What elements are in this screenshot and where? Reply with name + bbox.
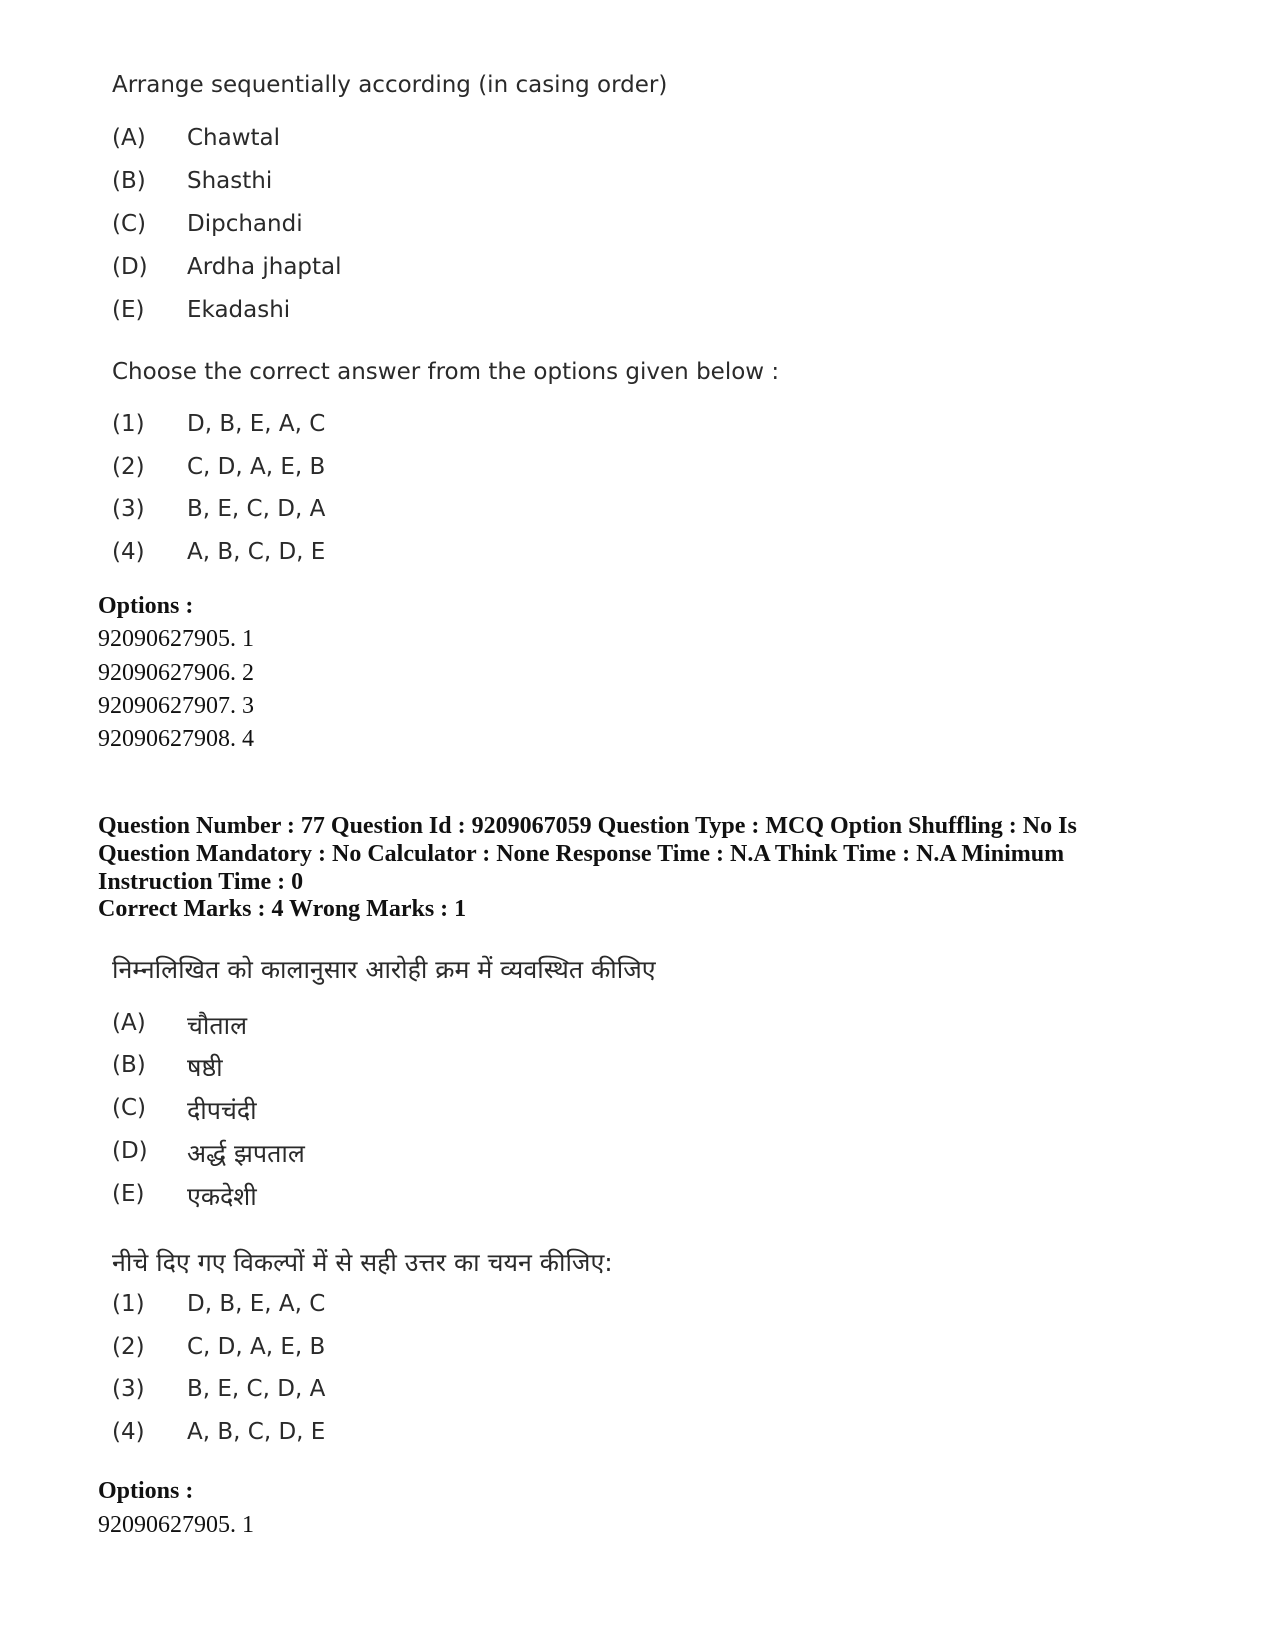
option-line: 92090627906. 2 (98, 660, 254, 686)
answer-label: (4) (112, 539, 145, 565)
item-label: (D) (112, 254, 148, 280)
answer-label: (3) (112, 1376, 145, 1402)
options-heading: Options : (98, 1478, 194, 1504)
item-label: (E) (112, 1181, 145, 1207)
item-text: दीपचंदी (187, 1096, 257, 1125)
question-prompt-hi: निम्नलिखित को कालानुसार आरोही क्रम में व्यवस्थित कीजिए (112, 955, 656, 984)
answer-text: D, B, E, A, C (187, 1291, 326, 1317)
answer-label: (4) (112, 1419, 145, 1445)
item-text: Ekadashi (187, 297, 291, 323)
item-text: एकदेशी (187, 1182, 257, 1211)
item-label: (A) (112, 125, 146, 151)
item-text: Shasthi (187, 168, 273, 194)
answer-text: A, B, C, D, E (187, 1419, 326, 1445)
item-label: (D) (112, 1138, 148, 1164)
answer-label: (3) (112, 496, 145, 522)
question-metadata (98, 812, 1178, 896)
option-line: 92090627905. 1 (98, 626, 254, 652)
options-heading: Options : (98, 593, 194, 619)
item-text: षष्ठी (187, 1053, 223, 1082)
answer-label: (1) (112, 1291, 145, 1317)
item-label: (B) (112, 1052, 146, 1078)
option-line: 92090627907. 3 (98, 693, 254, 719)
item-label: (E) (112, 297, 145, 323)
choose-instruction-hi: नीचे दिए गए विकल्पों में से सही उत्तर का चयन कीजिए: (112, 1248, 613, 1277)
answer-label: (2) (112, 1334, 145, 1360)
answer-text: A, B, C, D, E (187, 539, 326, 565)
metadata-line: Question Number : 77 Question Id : 9209067059 Question Type : MCQ Option Shuffling : No Is (98, 813, 1077, 839)
answer-text: C, D, A, E, B (187, 1334, 326, 1360)
option-line: 92090627908. 4 (98, 726, 254, 752)
item-label: (C) (112, 1095, 147, 1121)
item-label: (C) (112, 211, 147, 237)
answer-text: B, E, C, D, A (187, 1376, 326, 1402)
item-label: (B) (112, 168, 146, 194)
item-text: Dipchandi (187, 211, 303, 237)
item-text: Chawtal (187, 125, 281, 151)
answer-label: (2) (112, 454, 145, 480)
answer-label: (1) (112, 411, 145, 437)
metadata-line: Question Mandatory : No Calculator : None Response Time : N.A Think Time : N.A Minimum (98, 841, 1065, 867)
marks-line: Correct Marks : 4 Wrong Marks : 1 (98, 896, 467, 922)
item-label: (A) (112, 1010, 146, 1036)
answer-text: B, E, C, D, A (187, 496, 326, 522)
question-prompt-en: Arrange sequentially according (in casing order) (112, 72, 668, 98)
choose-instruction-en: Choose the correct answer from the options given below : (112, 359, 780, 385)
item-text: Ardha jhaptal (187, 254, 342, 280)
option-line: 92090627905. 1 (98, 1512, 254, 1538)
item-text: चौताल (187, 1011, 248, 1040)
metadata-line: Instruction Time : 0 (98, 869, 304, 895)
answer-text: D, B, E, A, C (187, 411, 326, 437)
item-text: अर्द्ध झपताल (187, 1139, 305, 1168)
answer-text: C, D, A, E, B (187, 454, 326, 480)
